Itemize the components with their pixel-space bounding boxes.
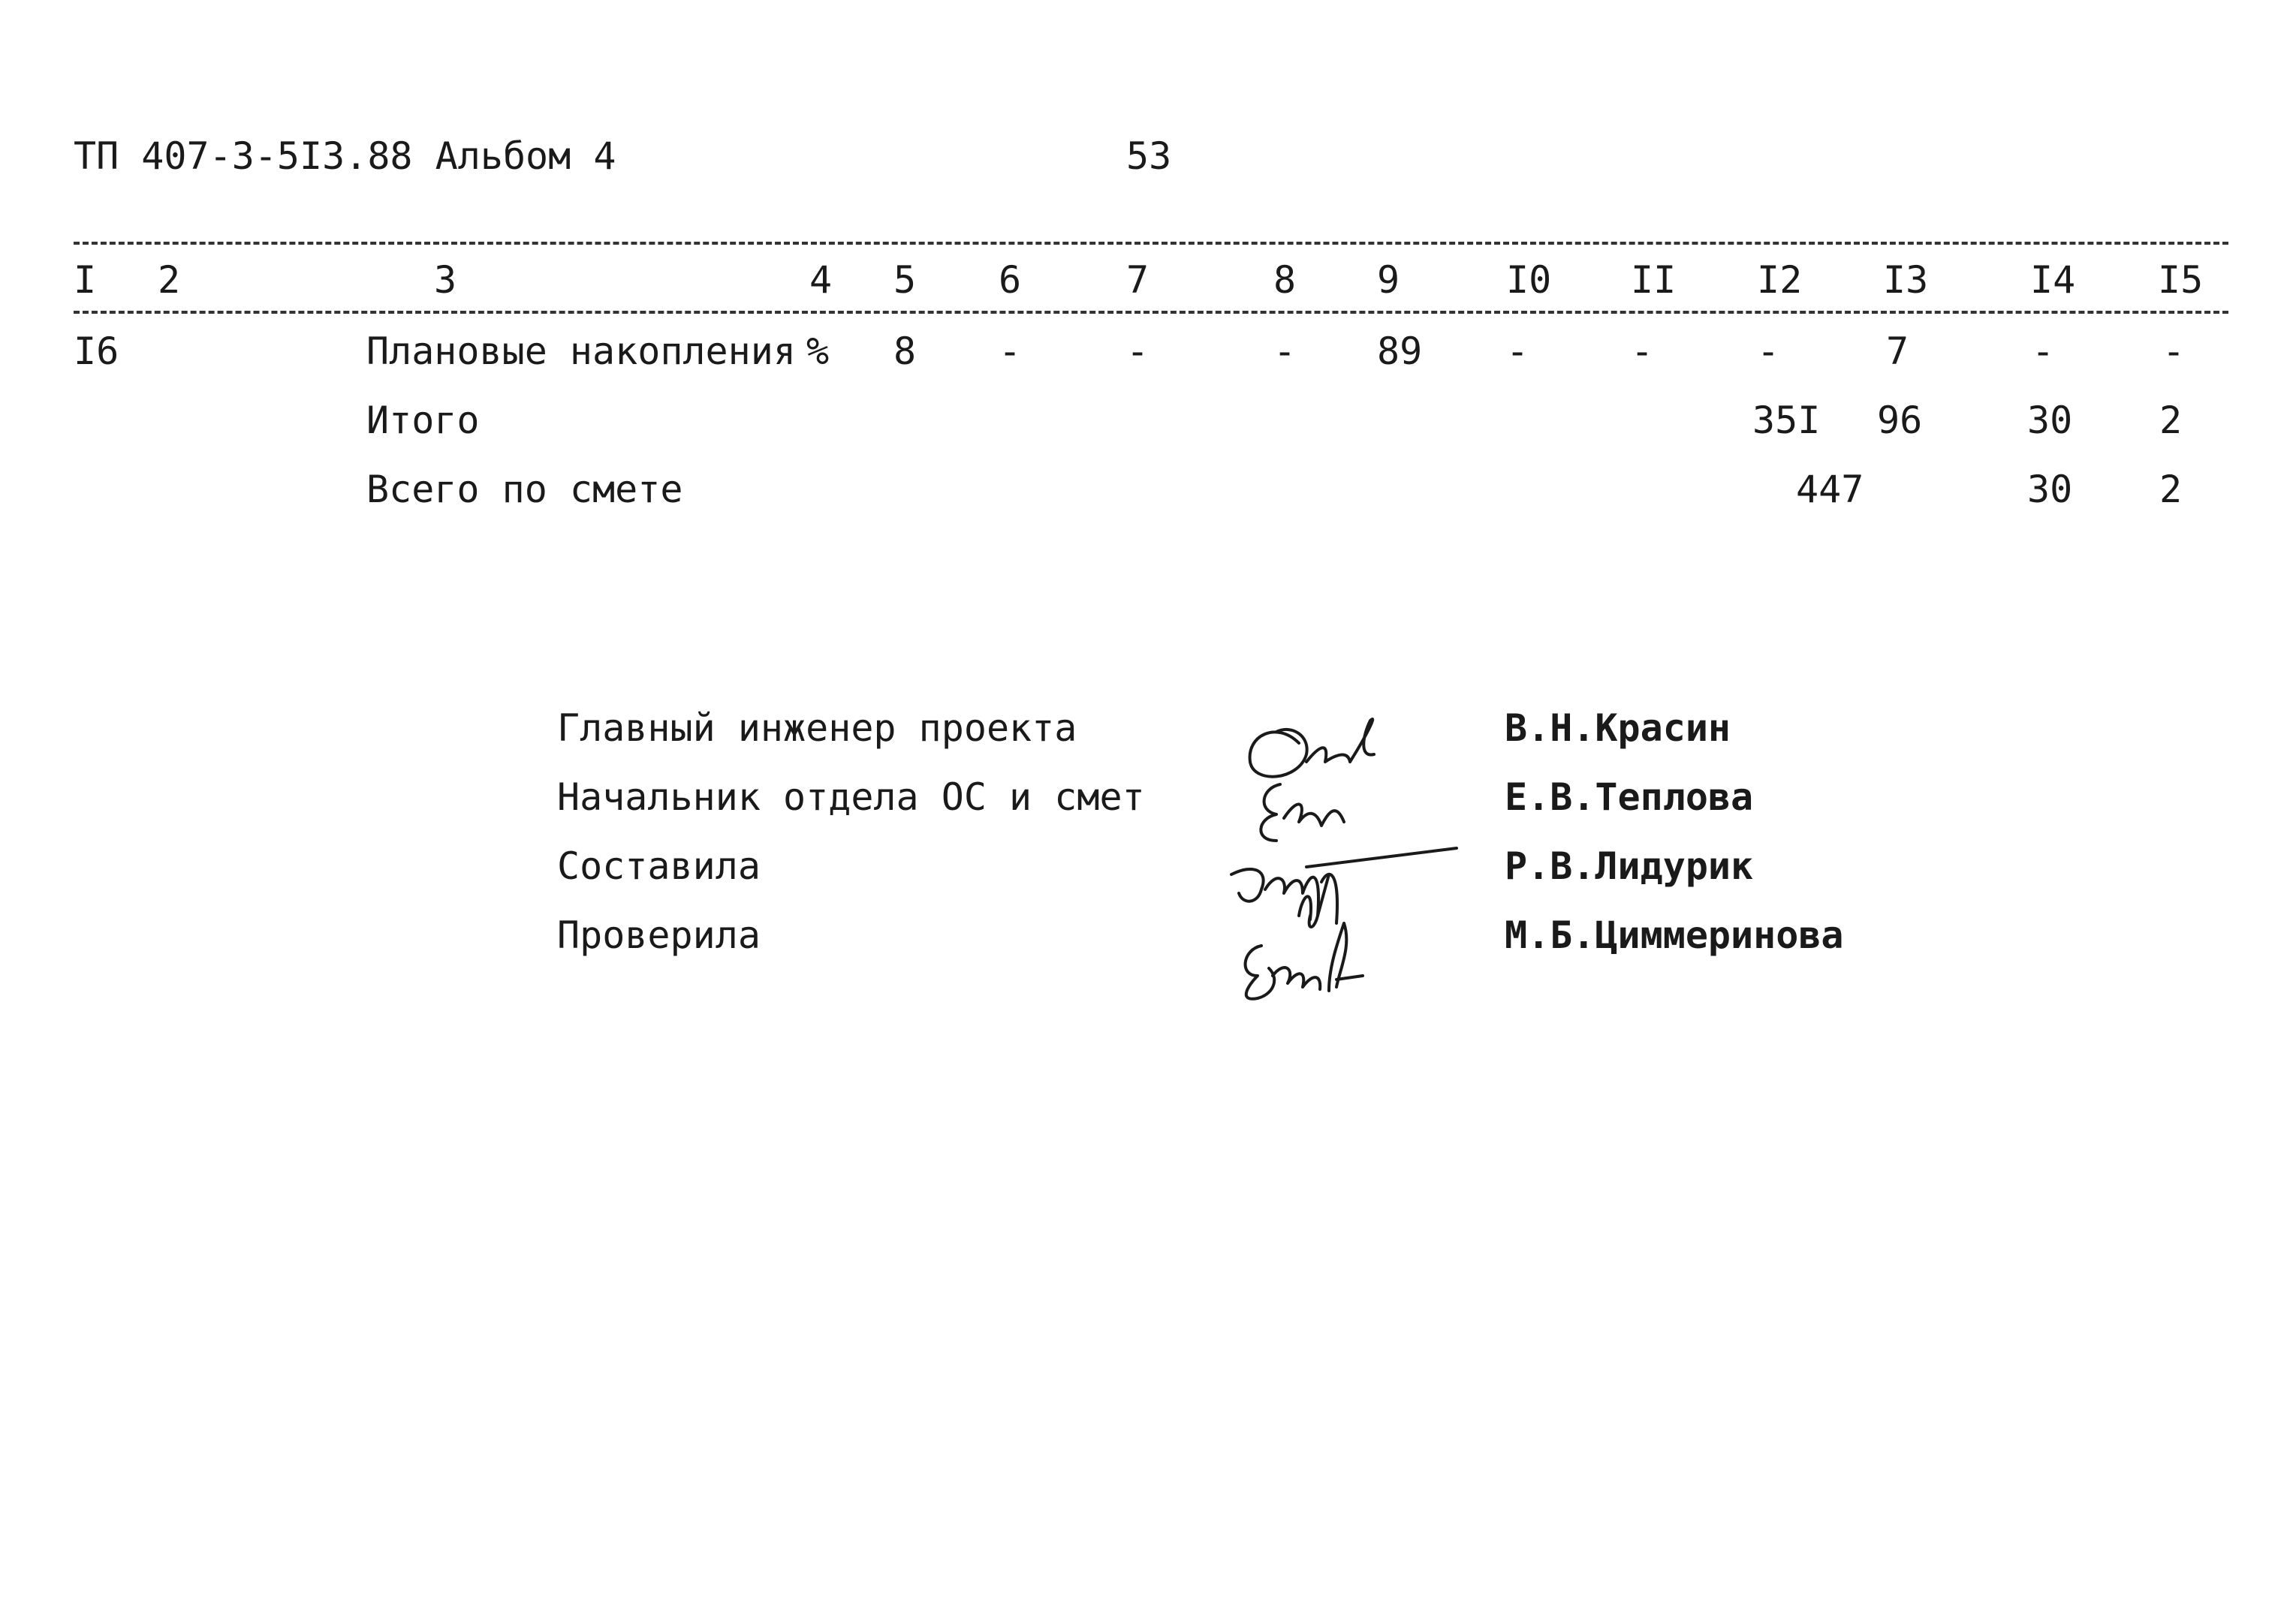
column-number: 4 bbox=[809, 258, 833, 302]
cell-col13: 7 bbox=[1886, 330, 1909, 373]
signature-stroke-3 bbox=[1231, 869, 1264, 901]
cell-col6: - bbox=[999, 330, 1022, 373]
column-number: 6 bbox=[999, 258, 1022, 302]
row-unit: % bbox=[806, 330, 830, 373]
column-number: I5 bbox=[2158, 258, 2204, 302]
column-number: I2 bbox=[1757, 258, 1803, 302]
signature-stroke-2 bbox=[1261, 784, 1280, 841]
row-number: I6 bbox=[74, 330, 119, 373]
signature-role: Составила bbox=[557, 844, 761, 888]
cell-col5: 8 bbox=[893, 330, 917, 373]
column-number: 5 bbox=[893, 258, 917, 302]
cell-col12: 35I bbox=[1752, 399, 1821, 442]
table-top-rule bbox=[74, 242, 2228, 245]
cell-col12-13: 447 bbox=[1796, 468, 1864, 511]
signature-stroke-4c bbox=[1329, 923, 1363, 991]
column-number: I3 bbox=[1883, 258, 1929, 302]
column-number: 9 bbox=[1377, 258, 1400, 302]
table-header-rule bbox=[74, 311, 2228, 314]
column-number: I4 bbox=[2030, 258, 2076, 302]
signature-stroke-4 bbox=[1246, 946, 1275, 999]
handwritten-signatures-graphic bbox=[1216, 691, 1464, 1006]
signature-role: Начальник отдела ОС и смет bbox=[557, 775, 1145, 819]
row-name: Итого bbox=[366, 399, 480, 442]
cell-col13: 96 bbox=[1877, 399, 1923, 442]
cell-col12: - bbox=[1757, 330, 1780, 373]
signature-name: В.Н.Красин bbox=[1505, 706, 1731, 750]
cell-col15: 2 bbox=[2159, 399, 2183, 442]
signature-stroke-1 bbox=[1250, 730, 1307, 777]
cell-col14: 30 bbox=[2027, 468, 2073, 511]
cell-col11: - bbox=[1631, 330, 1654, 373]
column-number: 3 bbox=[434, 258, 457, 302]
signature-role: Проверила bbox=[557, 913, 761, 957]
signature-stroke-4b bbox=[1273, 968, 1320, 989]
cell-col10: - bbox=[1506, 330, 1529, 373]
cell-col14: 30 bbox=[2027, 399, 2073, 442]
page-number: 53 bbox=[1126, 134, 1172, 178]
column-number: II bbox=[1631, 258, 1677, 302]
column-number: 8 bbox=[1273, 258, 1297, 302]
signature-name: Р.В.Лидурик bbox=[1505, 844, 1754, 888]
signature-stroke-1b bbox=[1306, 719, 1374, 762]
signature-stroke-2b bbox=[1284, 804, 1344, 826]
column-number: 2 bbox=[158, 258, 181, 302]
column-number: I bbox=[74, 258, 97, 302]
cell-col15: 2 bbox=[2159, 468, 2183, 511]
signature-stroke-3c bbox=[1306, 848, 1457, 923]
signature-name: М.Б.Циммеринова bbox=[1505, 913, 1844, 957]
signature-role: Главный инженер проекта bbox=[557, 706, 1077, 750]
row-name: Всего по смете bbox=[366, 468, 683, 511]
cell-col14: - bbox=[2032, 330, 2055, 373]
signature-stroke-3d bbox=[1299, 874, 1329, 919]
cell-col8: - bbox=[1273, 330, 1297, 373]
cell-col7: - bbox=[1126, 330, 1150, 373]
document-title: ТП 407-3-5I3.88 Альбом 4 bbox=[74, 134, 616, 178]
cell-col15: - bbox=[2162, 330, 2186, 373]
row-name: Плановые накопления bbox=[366, 330, 796, 373]
cell-col9: 89 bbox=[1377, 330, 1423, 373]
signature-name: Е.В.Теплова bbox=[1505, 775, 1754, 819]
column-number: 7 bbox=[1126, 258, 1150, 302]
column-number: I0 bbox=[1506, 258, 1552, 302]
